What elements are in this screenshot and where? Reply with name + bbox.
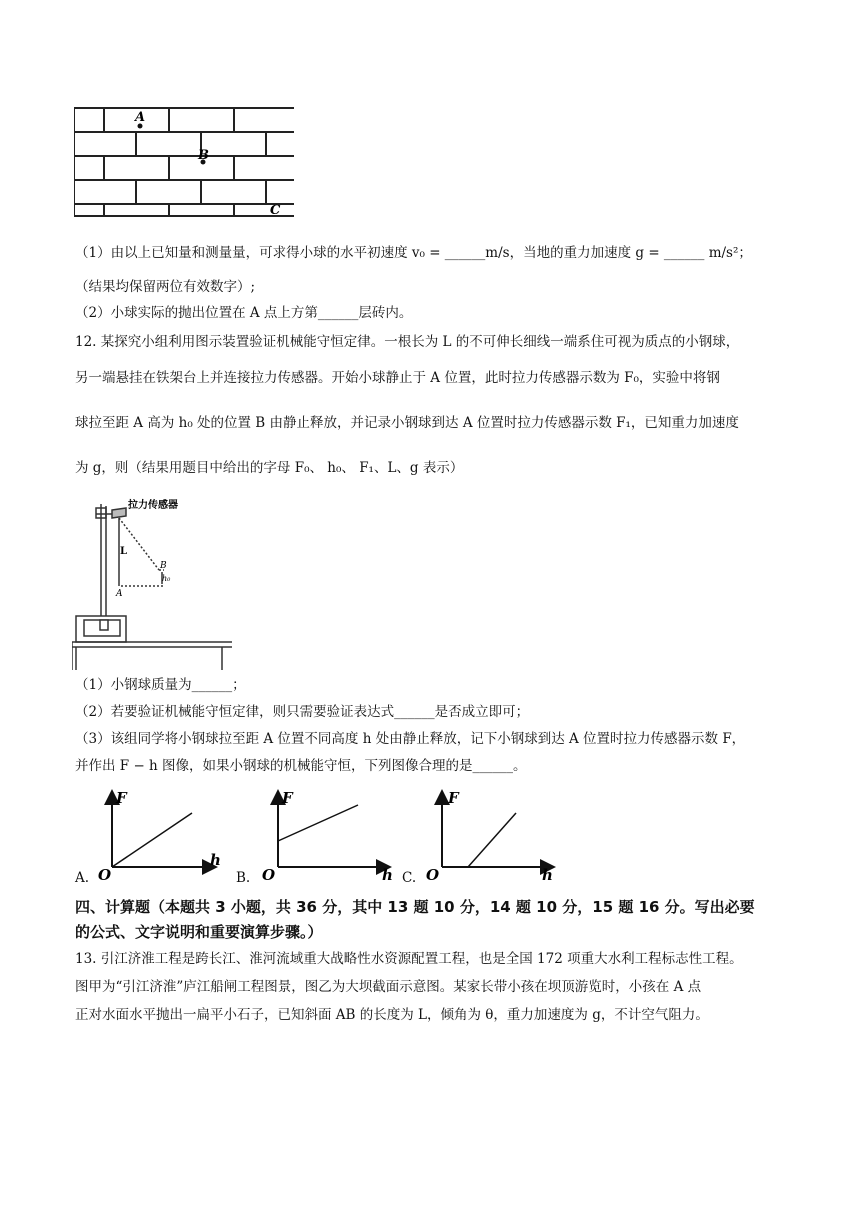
option-b-y: F	[282, 789, 293, 807]
option-c-x: h	[542, 866, 553, 884]
option-a-x: h	[210, 851, 221, 869]
option-b-x: h	[382, 866, 393, 884]
option-c-origin: O	[426, 866, 440, 884]
q13-line3: 正对水面水平抛出一扁平小石子，已知斜面 AB 的长度为 L，倾角为 θ，重力加速度为 g，不计空气阻力。	[75, 1007, 709, 1023]
brick-wall-figure	[74, 104, 298, 220]
apparatus-sensor-label: 拉力传感器	[128, 500, 178, 511]
q12-line3: 球拉至距 A 高为 h₀ 处的位置 B 由静止释放，并记录小钢球到达 A 位置时拉力传感器示数 F₁，已知重力加速度	[75, 415, 739, 431]
q11-part2: （2）小球实际的抛出位置在 A 点上方第______层砖内。	[75, 305, 413, 321]
q12-sub1: （1）小钢球质量为______；	[75, 677, 246, 693]
q12-line2: 另一端悬挂在铁架台上并连接拉力传感器。开始小球静止于 A 位置，此时拉力传感器示数为 F₀，实验中将钢	[75, 370, 720, 386]
option-b-line	[278, 805, 358, 841]
option-c-graph	[426, 785, 566, 885]
option-a-origin: O	[98, 866, 112, 884]
section4-heading-line1: 四、计算题（本题共 3 小题，共 36 分，其中 13 题 10 分，14 题 10 分，15 题 16 分。写出必要	[75, 898, 755, 916]
option-c-label: C.	[402, 870, 417, 886]
apparatus-h0-label: h₀	[162, 574, 171, 583]
option-b-graph	[262, 785, 402, 885]
q12-line1: 12. 某探究小组利用图示装置验证机械能守恒定律。一根长为 L 的不可伸长细线一端系住可视为质点的小钢球，	[75, 334, 740, 350]
q12-sub3-line1: （3）该组同学将小钢球拉至距 A 位置不同高度 h 处由静止释放，记下小钢球到达 A 位置时拉力传感器示数 F，	[75, 731, 746, 747]
option-a-line	[112, 813, 192, 867]
apparatus-a-label: A	[116, 589, 123, 599]
section4-heading-line2: 的公式、文字说明和重要演算步骤。）	[75, 923, 323, 941]
q11-part1-note: （结果均保留两位有效数字）;	[75, 279, 256, 295]
option-b-label: B.	[236, 870, 251, 886]
apparatus-b-label: B	[160, 561, 167, 571]
q12-sub2: （2）若要验证机械能守恒定律，则只需要验证表达式______是否成立即可；	[75, 704, 530, 720]
q12-sub3-line2: 并作出 F − h 图像，如果小钢球的机械能守恒，下列图像合理的是______。	[75, 758, 527, 774]
label-a: A	[135, 110, 146, 125]
q11-part1: （1）由以上已知量和测量量，可求得小球的水平初速度 v₀ = ______m/s，当地的重力加速度 g = ______ m/s²；	[75, 245, 752, 261]
option-a-label: A.	[75, 870, 90, 886]
option-c-line	[468, 813, 516, 867]
apparatus-l-label: L	[120, 546, 128, 557]
q13-line2: 图甲为“引江济淮”庐江船闸工程图景，图乙为大坝截面示意图。某家长带小孩在坝顶游览时，小孩在 A 点	[75, 979, 702, 995]
option-b-origin: O	[262, 866, 276, 884]
option-a-graph	[96, 785, 226, 885]
q13-line1: 13. 引江济淮工程是跨长江、淮河流域重大战略性水资源配置工程，也是全国 172 项重大水利工程标志性工程。	[75, 951, 743, 967]
option-a-y: F	[116, 789, 127, 807]
label-b: B	[198, 148, 209, 163]
label-c: C	[270, 203, 281, 218]
q12-line4: 为 g，则（结果用题目中给出的字母 F₀、 h₀、 F₁、L、g 表示）	[75, 460, 464, 476]
pendulum-apparatus-figure	[72, 494, 232, 670]
option-c-y: F	[448, 789, 459, 807]
